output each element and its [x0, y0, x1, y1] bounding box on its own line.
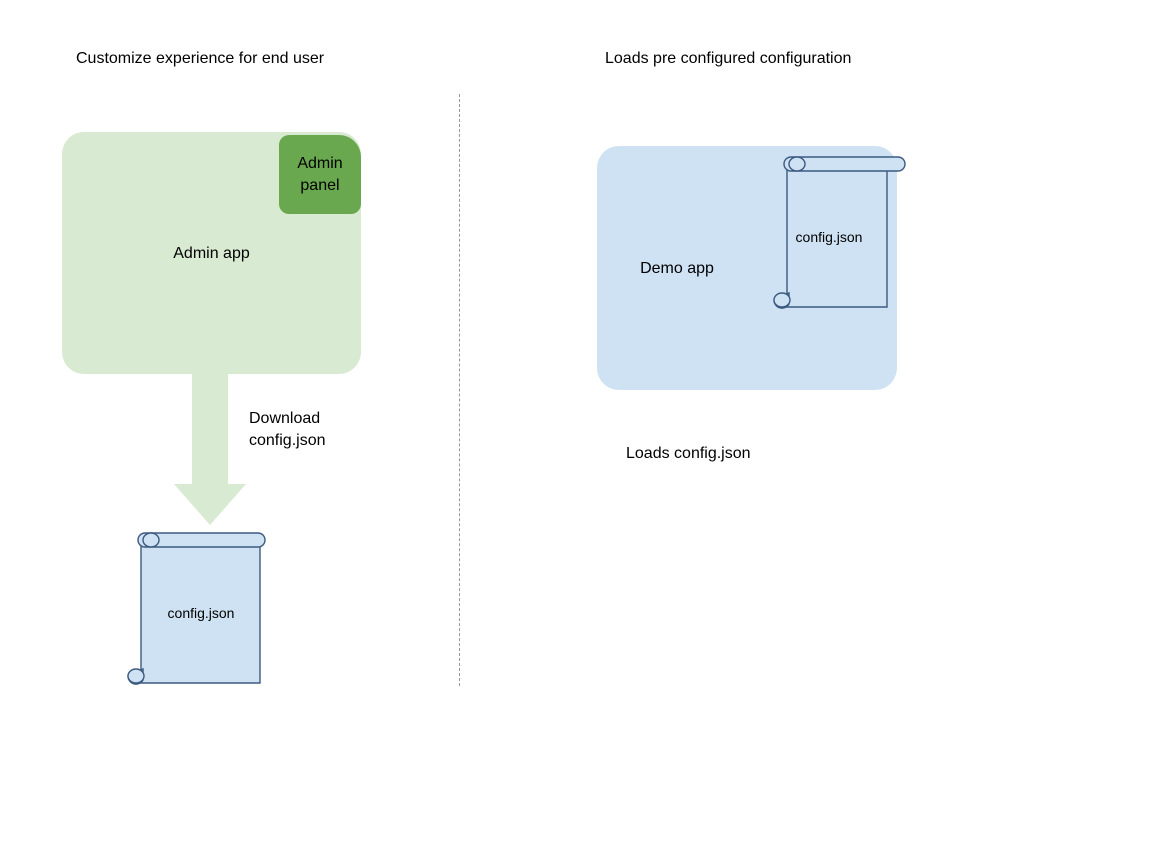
- demo-app-label: Demo app: [640, 260, 714, 277]
- download-arrow-label: [249, 408, 326, 452]
- config-file-left[interactable]: [124, 528, 264, 688]
- section-divider: [459, 94, 460, 686]
- download-arrow-label-line1: Download: [249, 410, 321, 427]
- download-arrow: [170, 372, 250, 527]
- admin-panel-label-line2: panel: [300, 176, 340, 194]
- config-file-right[interactable]: [770, 152, 910, 312]
- loads-config-caption: Loads config.json: [626, 445, 751, 462]
- right-section-heading: Loads pre configured configuration: [605, 50, 852, 67]
- admin-panel-label-line1: Admin: [297, 154, 343, 172]
- admin-app-label: Admin app: [173, 245, 250, 262]
- admin-panel-button[interactable]: [279, 135, 361, 214]
- config-file-left-label: config.json: [167, 605, 235, 621]
- left-section-heading: Customize experience for end user: [76, 50, 325, 67]
- config-file-right-label: config.json: [795, 229, 863, 245]
- download-arrow-label-line2: config.json: [249, 432, 326, 449]
